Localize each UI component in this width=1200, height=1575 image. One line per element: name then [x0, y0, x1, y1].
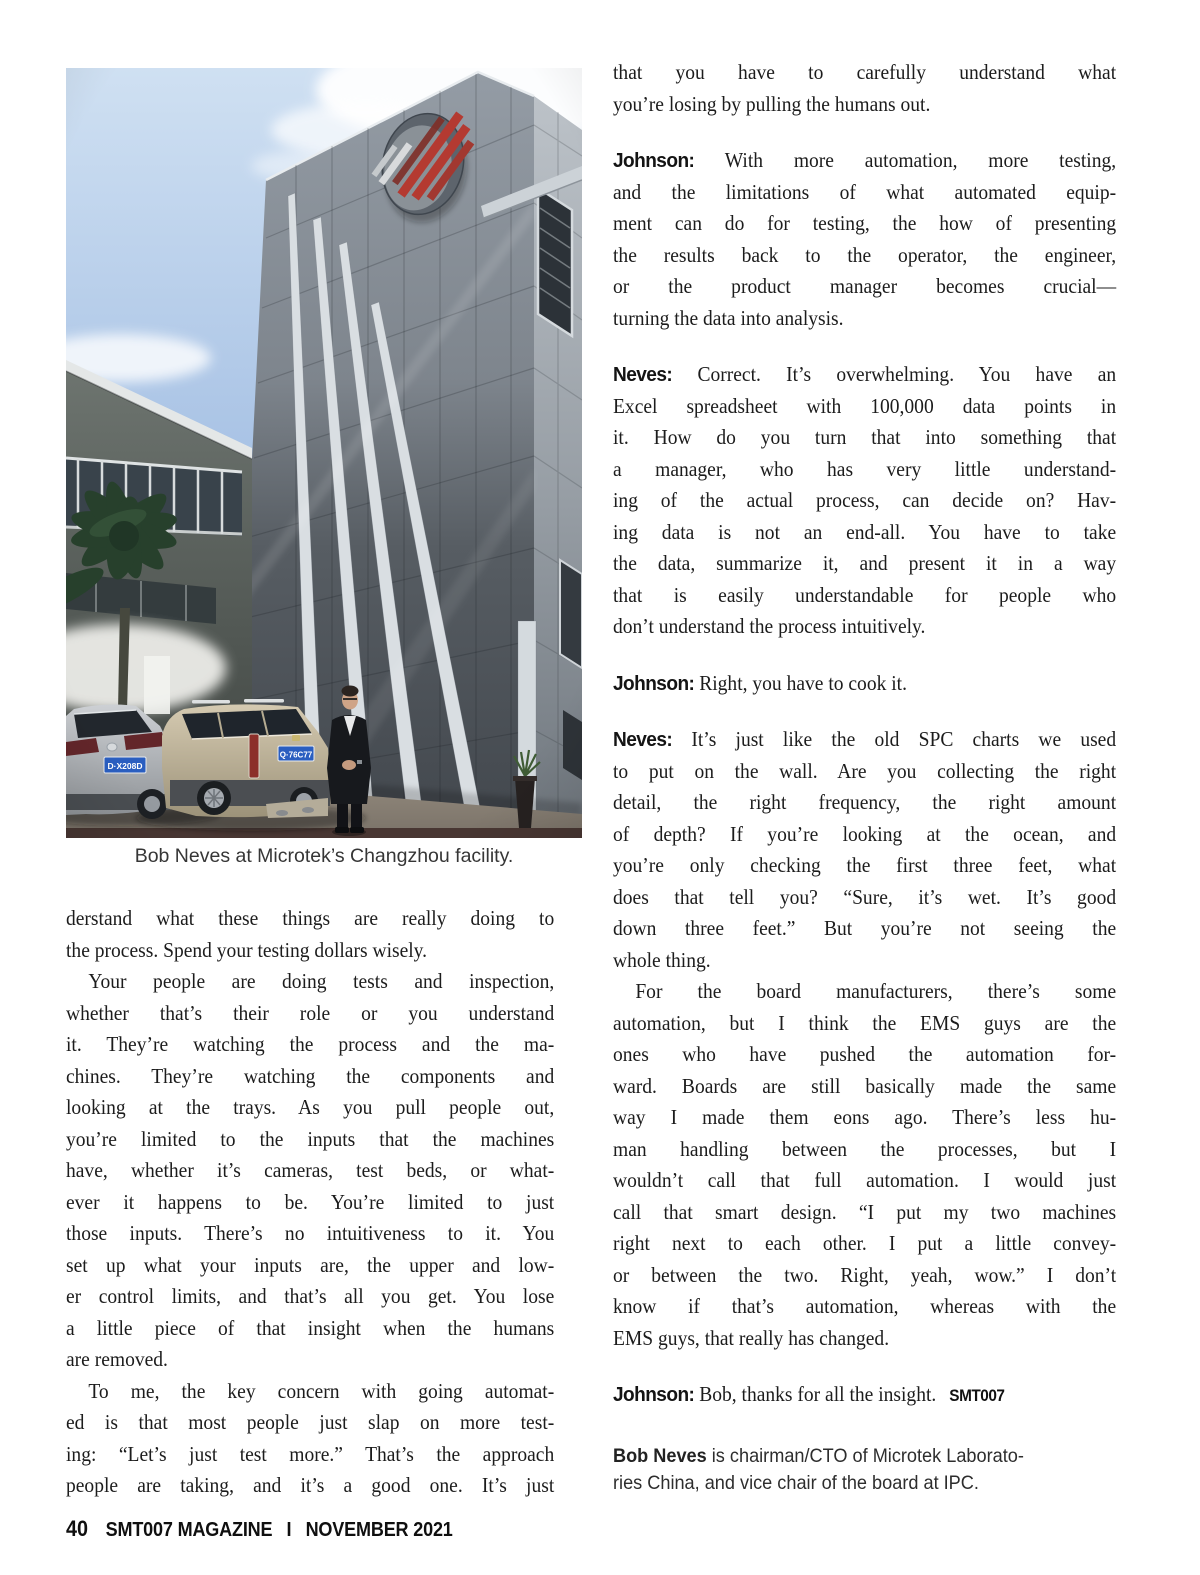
text-line: you’re limited to the inputs that the machines: [66, 1126, 555, 1151]
text-line: you’re losing by pulling the humans out.: [613, 91, 931, 116]
text-line: Bob Neves is chairman/CTO of Microtek Laborato-: [613, 1444, 1024, 1467]
author-name: Bob Neves: [613, 1444, 707, 1467]
speaker-label: Johnson:: [613, 1383, 695, 1406]
paragraph: [613, 145, 1116, 334]
text-line: to put on the wall. Are you collecting the right: [613, 758, 1117, 783]
text-line: Johnson: With more automation, more testing,: [613, 148, 1117, 172]
paragraph: [613, 359, 1116, 643]
text-line: looking at the trays. As you pull people out,: [66, 1095, 555, 1119]
text-line: it. How do you turn that into something that: [613, 425, 1117, 449]
photo-caption: Bob Neves at Microtek’s Changzhou facility.: [134, 845, 514, 867]
text-line: that is easily understandable for people who: [613, 582, 1117, 607]
facility-photo-art: [66, 68, 582, 838]
text-line: way I made them eons ago. There’s less hu-: [613, 1105, 1117, 1129]
text-line: or the product manager becomes crucial—: [613, 274, 1117, 298]
text-line: it. They’re watching the process and the ma-: [66, 1032, 555, 1056]
text-line: a manager, who has very little understand-: [613, 456, 1117, 481]
page-footer: [66, 1516, 453, 1542]
paragraph: [613, 1379, 1116, 1413]
text-line: Johnson: Bob, thanks for all the insight. SMT007: [613, 1382, 1005, 1406]
text-line: man handling between the processes, but I: [613, 1136, 1117, 1161]
paragraph: [613, 724, 1116, 976]
text-line: Your people are doing tests and inspection,: [88, 969, 555, 993]
text-line: automation, but I think the EMS guys are the: [613, 1010, 1117, 1035]
text-line: ones who have pushed the automation for-: [613, 1042, 1117, 1066]
paragraph: [613, 57, 1116, 120]
text-line: er control limits, and that’s all you get. You lose: [66, 1284, 555, 1308]
text-line: Excel spreadsheet with 100,000 data points in: [613, 393, 1117, 418]
text-line: does that tell you? “Sure, it’s wet. It’s good: [613, 884, 1117, 909]
vignette: [66, 68, 582, 838]
text-line: know if that’s automation, whereas with the: [613, 1294, 1117, 1318]
text-line: the results back to the operator, the engineer,: [613, 242, 1117, 267]
speaker-label: Johnson:: [613, 149, 695, 172]
text-line: ing: “Let’s just test more.” That’s the approach: [66, 1441, 555, 1466]
text-line: chines. They’re watching the components and: [66, 1063, 555, 1088]
left-text-column: [66, 903, 554, 1502]
text-line: of depth? If you’re looking at the ocean, and: [613, 821, 1117, 846]
text-line: detail, the right frequency, the right amount: [613, 790, 1117, 814]
text-line: call that smart design. “I put my two machines: [613, 1199, 1117, 1224]
speaker-label: Johnson:: [613, 671, 695, 695]
text-line: have, whether it’s cameras, test beds, or what-: [66, 1158, 555, 1182]
paragraph: [66, 966, 554, 1376]
footer-separator: I: [286, 1518, 292, 1541]
text-line: ment can do for testing, the how of presenting: [613, 211, 1117, 235]
text-line: ever it happens to be. You’re limited to just: [66, 1189, 555, 1214]
text-line: To me, the key concern with going automat-: [88, 1378, 555, 1403]
end-mark: SMT007: [949, 1387, 1005, 1405]
text-line: a little piece of that insight when the humans: [66, 1315, 555, 1340]
text-line: that you have to carefully understand what: [613, 60, 1117, 84]
paragraph: [66, 1376, 554, 1502]
text-line: EMS guys, that really has changed.: [613, 1325, 890, 1350]
text-line: or between the two. Right, yeah, wow.” I don’t: [613, 1262, 1117, 1287]
text-line: Neves: Correct. It’s overwhelming. You have an: [613, 362, 1117, 386]
text-line: don’t understand the process intuitively.: [613, 614, 926, 638]
text-line: For the board manufacturers, there’s some: [635, 979, 1117, 1003]
paragraph: [66, 903, 554, 966]
issue-date: NOVEMBER 2021: [305, 1518, 453, 1541]
text-line: right next to each other. I put a little convey-: [613, 1231, 1117, 1255]
text-line: ing data is not an end-all. You have to take: [613, 519, 1117, 544]
paragraph: [613, 668, 1116, 700]
text-line: whole thing.: [613, 947, 711, 972]
page-number: 40: [66, 1516, 89, 1541]
text-line: down three feet.” But you’re not seeing the: [613, 916, 1117, 940]
author-bio: [613, 1443, 1116, 1497]
speaker-label: Neves:: [613, 363, 673, 386]
speaker-label: Neves:: [613, 728, 673, 751]
text-line: are removed.: [66, 1347, 168, 1371]
text-line: Neves: It’s just like the old SPC charts we used: [613, 727, 1117, 751]
text-line: turning the data into analysis.: [613, 305, 844, 330]
text-line: ward. Boards are still basically made the same: [613, 1073, 1117, 1098]
magazine-name: SMT007 MAGAZINE: [105, 1518, 273, 1541]
paragraph: [613, 976, 1116, 1354]
text-line: the process. Spend your testing dollars wisely.: [66, 937, 428, 962]
text-line: derstand what these things are really doing to: [66, 906, 555, 930]
text-line: the data, summarize it, and present it in a way: [613, 551, 1117, 575]
text-line: ing of the actual process, can decide on? Hav-: [613, 488, 1117, 512]
text-line: whether that’s their role or you understand: [66, 1000, 555, 1025]
text-line: those inputs. There’s no intuitiveness to it. You: [66, 1221, 555, 1245]
text-line: set up what your inputs are, the upper and low-: [66, 1252, 555, 1277]
text-line: wouldn’t call that full automation. I would just: [613, 1168, 1117, 1192]
text-line: you’re only checking the first three feet, what: [613, 853, 1117, 877]
text-line: people are taking, and it’s a good one. It’s just: [66, 1473, 555, 1497]
text-line: ed is that most people just slap on more test-: [66, 1410, 555, 1434]
text-line: Johnson: Right, you have to cook it.: [613, 670, 907, 695]
right-text-column: [613, 57, 1116, 1497]
text-line: and the limitations of what automated equip-: [613, 179, 1117, 204]
facility-photo: [66, 68, 582, 838]
text-line: ries China, and vice chair of the board at IPC.: [613, 1471, 979, 1494]
